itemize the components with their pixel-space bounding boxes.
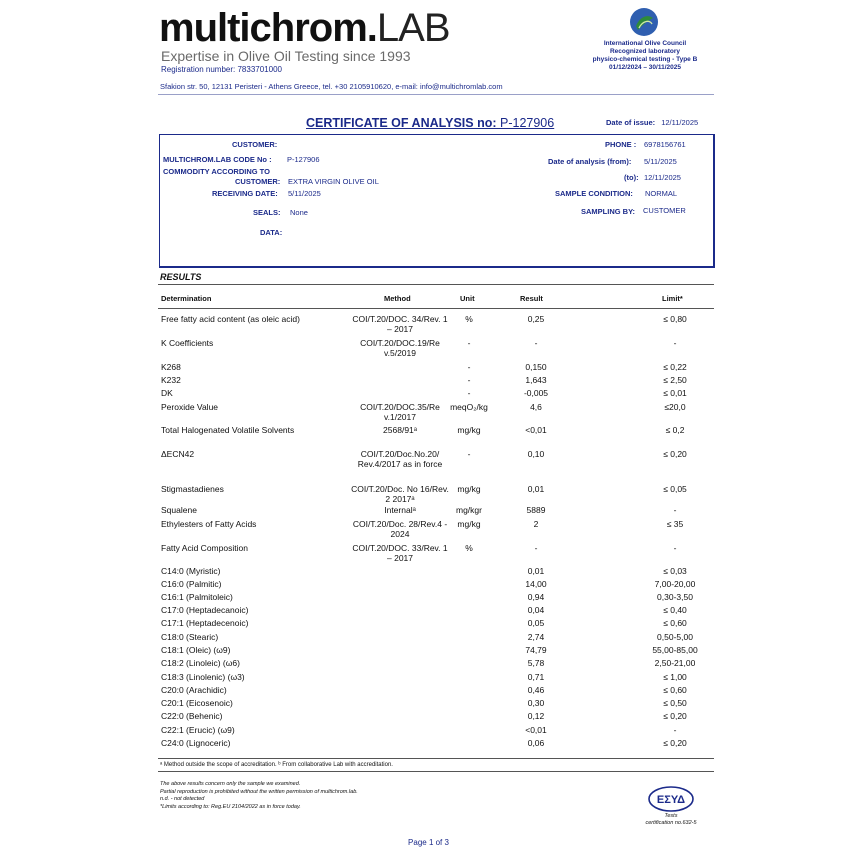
results-rule-top [158,284,714,285]
determination-cell: C20:0 (Arachidic) [161,685,227,695]
result-cell: 0,25 [527,314,545,324]
unit-cell: - [467,375,471,385]
ioc-recognition: International Olive Council Recognized laboratory physico-chemical testing - Type B 01/12/2024 – 30/11/2025 [592,40,698,71]
result-cell: 0,150 [525,362,547,372]
limit-cell: ≤ 2,50 [663,375,687,385]
method-footnote: ᵃ Method outside the scope of accreditation. ᵇ From collaborative Lab with accreditation. [160,762,393,768]
determination-cell: C17:0 (Heptadecanoic) [161,605,249,615]
limit-cell: 0,30-3,50 [657,592,693,602]
method-cell: COI/T.20/Doc. No 16/Rev. 2 2017ᵃ [351,484,449,504]
certificate-number: P-127906 [500,116,555,130]
limit-cell: ≤ 0,20 [663,449,687,459]
unit-cell: meqO₂/kg [450,402,488,412]
determination-cell: C18:2 (Linoleic) (ω6) [161,658,240,668]
esyd-accreditation-logo [646,784,696,814]
result-cell: 0,04 [527,605,545,615]
result-cell: 0,06 [527,738,545,748]
certificate-title: CERTIFICATE OF ANALYSIS no: P-127906 [306,116,555,130]
determination-cell: C16:0 (Palmitic) [161,579,222,589]
determination-cell: Fatty Acid Composition [161,543,248,553]
unit-cell: - [467,449,471,459]
limit-cell: ≤ 0,50 [663,698,687,708]
code-label: MULTICHROM.LAB CODE No : [163,155,272,164]
method-cell: COI/T.20/DOC.19/Re v.5/2019 [360,338,440,358]
col-header-limit: Limit* [662,294,683,303]
unit-cell: mg/kgr [456,505,482,515]
receiving-date-value: 5/11/2025 [288,189,321,198]
result-cell: 0,01 [527,484,545,494]
customer-label: CUSTOMER: [232,140,278,149]
determination-cell: C14:0 (Myristic) [161,566,221,576]
code-value: P-127906 [287,155,320,164]
limit-cell: ≤ 0,80 [663,314,687,324]
limit-cell: 0,50-5,00 [657,632,693,642]
disclaimer-notes: The above results concern only the sample we examined. Partial reproduction is prohibited without the written permission of multichrom.lab. n.d. - not detected *Limits according to: Reg.EU 2104/2022 as in force today. [160,781,358,810]
result-cell: 5889 [526,505,546,515]
result-cell: 4,6 [530,402,542,412]
data-label: DATA: [260,228,283,237]
result-cell: 0,46 [527,685,545,695]
seals-value: None [290,208,308,217]
sampling-by-value: CUSTOMER [643,206,686,215]
limit-cell: ≤ 0,03 [663,566,687,576]
registration-number: Registration number: 7833701000 [161,65,282,74]
limit-cell: ≤ 0,40 [663,605,687,615]
result-cell: 2 [533,519,539,529]
limit-cell: 2,50-21,00 [654,658,696,668]
date-of-issue: Date of issue: 12/11/2025 [606,118,699,127]
limit-cell: ≤ 0,2 [665,425,685,435]
unit-cell: - [467,362,471,372]
unit-cell: - [467,338,471,348]
method-cell: COI/T.20/Doc.No.20/ Rev.4/2017 as in force [357,449,443,469]
method-cell: COI/T.20/DOC. 34/Rev. 1 – 2017 [352,314,448,334]
limit-cell: ≤ 0,60 [663,618,687,628]
limit-cell: ≤ 0,22 [663,362,687,372]
determination-cell: K232 [161,375,181,385]
multichrom-lab-logo: multichrom.LAB [159,6,450,50]
result-cell: 14,00 [525,579,547,589]
determination-cell: C18:3 (Linolenic) (ω3) [161,672,245,682]
limit-cell: - [673,338,677,348]
determination-cell: C18:1 (Oleic) (ω9) [161,645,231,655]
result-cell: 1,643 [525,375,547,385]
limit-cell: - [673,505,677,515]
determination-cell: ΔECN42 [161,449,195,459]
limit-cell: ≤ 0,01 [663,388,687,398]
col-header-determination: Determination [161,294,212,303]
limit-cell: ≤ 1,00 [663,672,687,682]
determination-cell: C20:1 (Eicosenoic) [161,698,233,708]
determination-cell: C24:0 (Lignoceric) [161,738,231,748]
col-header-unit: Unit [460,294,475,303]
determination-cell: K268 [161,362,181,372]
header-divider [158,94,714,95]
limit-cell: ≤20,0 [664,402,686,412]
commodity-value: EXTRA VIRGIN OLIVE OIL [288,177,379,186]
analysis-from-value: 5/11/2025 [644,157,677,166]
method-cell: COI/T.20/DOC. 33/Rev. 1 – 2017 [352,543,448,563]
results-heading: RESULTS [160,272,202,282]
footnote-rule [158,771,714,772]
limit-cell: ≤ 0,05 [663,484,687,494]
unit-cell: mg/kg [457,519,481,529]
limit-cell: ≤ 35 [666,519,684,529]
result-cell: 0,12 [527,711,545,721]
limit-cell: - [673,543,677,553]
method-cell: COI/T.20/DOC.35/Re v.1/2017 [360,402,440,422]
col-header-result: Result [520,294,543,303]
result-cell: 74,79 [525,645,547,655]
analysis-to-label: (to): [624,173,639,182]
unit-cell: - [467,388,471,398]
svg-text:ΕΣΥΔ: ΕΣΥΔ [656,794,686,806]
ioc-globe-icon [628,6,660,38]
determination-cell: Squalene [161,505,197,515]
determination-cell: C16:1 (Palmitoleic) [161,592,233,602]
limit-cell: ≤ 0,60 [663,685,687,695]
limit-cell: 7,00-20,00 [654,579,696,589]
commodity-label: COMMODITY ACCORDING TO [163,167,270,176]
determination-cell: C22:1 (Erucic) (ω9) [161,725,235,735]
method-cell: 2568/91ᵃ [383,425,417,435]
determination-cell: Stigmastadienes [161,484,224,494]
limit-cell: ≤ 0,20 [663,711,687,721]
determination-cell: DK [161,388,173,398]
sample-condition-value: NORMAL [645,189,678,198]
analysis-to-value: 12/11/2025 [644,173,681,182]
method-cell: Internalᵃ [384,505,416,515]
result-cell: -0,005 [523,388,549,398]
result-cell: 5,78 [527,658,545,668]
determination-cell: K Coefficients [161,338,214,348]
unit-cell: mg/kg [457,425,481,435]
page-number: Page 1 of 3 [408,838,449,847]
result-cell: 0,10 [527,449,545,459]
unit-cell: % [465,314,473,324]
determination-cell: C18:0 (Stearic) [161,632,219,642]
result-cell: 0,05 [527,618,545,628]
results-rule-header [158,308,714,309]
determination-cell: C22:0 (Behenic) [161,711,223,721]
result-cell: - [534,543,538,553]
unit-cell: % [465,543,473,553]
lab-address: Sfakion str. 50, 12131 Peristeri - Athens Greece, tel. +30 2105910620, e-mail: info@multichromlab.com [160,82,503,91]
result-cell: - [534,338,538,348]
commodity-label-2: CUSTOMER: [235,177,281,186]
result-cell: <0,01 [525,725,547,735]
logo-o-globe: o [308,6,333,50]
result-cell: 0,30 [527,698,545,708]
seals-label: SEALS: [253,208,281,217]
determination-cell: Total Halogenated Volatile Solvents [161,425,295,435]
result-cell: 2,74 [527,632,545,642]
limit-cell: 55,00-85,00 [652,645,698,655]
unit-cell: mg/kg [457,484,481,494]
limit-cell: ≤ 0,20 [663,738,687,748]
determination-cell: C17:1 (Heptadecenoic) [161,618,249,628]
result-cell: 0,94 [527,592,545,602]
sample-condition-label: SAMPLE CONDITION: [555,189,633,198]
determination-cell: Free fatty acid content (as oleic acid) [161,314,300,324]
determination-cell: Peroxide Value [161,402,219,412]
esyd-certification: Tests certification no.632-5 [645,813,697,826]
receiving-date-label: RECEIVING DATE: [212,189,278,198]
limit-cell: - [673,725,677,735]
method-cell: COI/T.20/Doc. 28/Rev.4 - 2024 [352,519,448,539]
analysis-from-label: Date of analysis (from): [548,157,632,166]
phone-label: PHONE : [605,140,637,149]
result-cell: 0,01 [527,566,545,576]
determination-cell: Ethylesters of Fatty Acids [161,519,257,529]
results-rule-bottom [158,758,714,759]
sampling-by-label: SAMPLING BY: [581,207,636,216]
result-cell: 0,71 [527,672,545,682]
result-cell: <0,01 [525,425,547,435]
tagline: Expertise in Olive Oil Testing since 1993 [161,48,411,64]
col-header-method: Method [384,294,411,303]
phone-value: 6978156761 [644,140,686,149]
